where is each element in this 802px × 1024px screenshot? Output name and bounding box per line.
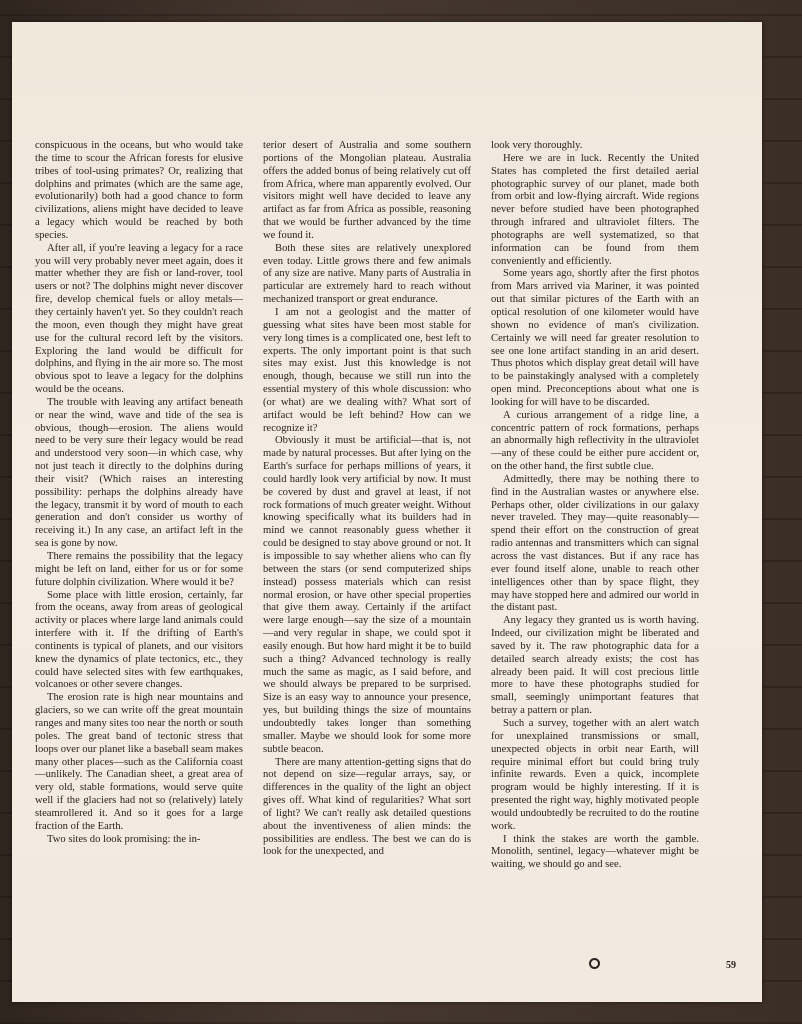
paragraph: conspicuous in the oceans, but who would take the time to scour the African forests for elusive tribes of tool-using primates? Or, realizing that dolphins and primates (which are the same age, evolutionarily) both had a good chance to form civilizations, aliens might have decided to leave a legacy which would be reached by both species. <box>35 140 243 241</box>
paragraph: terior desert of Australia and some southern portions of the Mongolian plateau. Australia offers the added bonus of being relatively cut off from Africa, where man apparently evolved. Our visitors might well have decided to leave any artifact as far from Africa as possible, reasoning that we would be further advanced by the time we found it. <box>263 140 471 241</box>
paragraph: A curious arrangement of a ridge line, a concentric pattern of rock formations, perhaps an abnormally high reflectivity in the ultraviolet—any of these could be either pure accident or, on the other hand, the first subtle clue. <box>491 409 699 473</box>
paragraph: Both these sites are relatively unexplored even today. Little grows there and few animals of any size are native. Many parts of Australia in particular are extremely hard to reach without mechanized transport or great endurance. <box>263 242 471 306</box>
paragraph: The trouble with leaving any artifact beneath or near the wind, wave and tide of the sea is obvious, though—erosion. The aliens would need to be very sure their legacy would be read and understood very soon—in which case, why not just teach it directly to the dolphins during their visit? (Which raises an interesting possibility: perhaps the dolphins already have the legacy, transmit it by word of mouth to each generation and don't consider us worthy of receiving it.) In any case, an artifact left in the sea is gone by now. <box>35 396 243 550</box>
paragraph: Here we are in luck. Recently the United States has completed the first detailed aerial photographic survey of our planet, made both from orbit and low-flying aircraft. Wide regions never before studied have been photographed through infrared and ultraviolet filters. The photographs are well systematized, so that information can be found from them conveniently and efficiently. <box>491 152 699 267</box>
paragraph: look very thoroughly. <box>491 140 583 151</box>
paragraph: Some years ago, shortly after the first photos from Mars arrived via Mariner, it was pointed out that similar pictures of the Earth with an optical resolution of one kilometer would have shown no evidence of man's civilization. Certainly we will need far greater resolution to see one lone artifact standing in an arid desert. Thus photos which display great detail will have to be painstakingly analysed with a completely open mind. Preconceptions about what one is looking for will have to be discarded. <box>491 268 699 408</box>
paragraph: There remains the possibility that the legacy might be left on land, either for us or for some future dolphin civilization. Where would it be? <box>35 551 243 588</box>
circle-end-mark-icon <box>589 958 600 969</box>
magazine-page <box>12 22 762 1002</box>
paragraph: Obviously it must be artificial—that is, not made by natural processes. But after lying on the Earth's surface for perhaps millions of years, it could hardly look very artificial by now. It must be covered by dust and gravel at least, if not rock formations of much greater weight. Without knowing specifically what its builders had in mind we cannot reasonably guess whether it could be designed to stay above ground or not. It is impossible to say whether aliens who can fly between the stars (or send computerized ships instead) possess materials which can resist normal erosion, or have other special properties that give them away. Certainly if the artifact were large enough—say the size of a mountain—and very regular in shape, we could spot it easily enough. But how hard might it be to build such a thing? Advanced technology is really much the same as magic, as I said before, and we should always be prepared to be surprised. Size is an easy way to announce your presence, yes, but building things the size of mountains undoubtedly takes longer than something smaller. Maybe we should look for some more subtle beacon. <box>263 435 471 755</box>
paragraph: Some place with little erosion, certainly, far from the oceans, away from areas of geological activity or places where large land animals could interfere with it. If the drifting of Earth's continents is typical of planets, and our visitors knew the dynamics of plate tectonics, etc., they could have selected sites with few earthquakes, volcanoes or other severe changes. <box>35 589 243 691</box>
paragraph: There are many attention-getting signs that do not depend on size—regular arrays, say, or differences in the quality of the light an object gives off. What kind of regularities? What sort of light? We can't really ask detailed questions about the inventiveness of alien minds: the possibilities are endless. The best we can do is look for the unexpected, and <box>263 756 471 858</box>
text-column-3 <box>491 140 699 872</box>
paragraph: After all, if you're leaving a legacy for a race you will very probably never meet again, does it matter whether they are fish or land-rover, tool users or not? The dolphins might never discover fire, develop chemical fuels or alloy metals—they certainly haven't yet. So they couldn't reach the moon, even though they might have great use for the cultural record left by the visitors. Exploring the land would be difficult for dolphins, and flying in the air more so. The most obvious spot to leave a legacy for the dolphins would be the oceans. <box>35 242 243 396</box>
text-column-1 <box>35 140 243 846</box>
paragraph: Any legacy they granted us is worth having. Indeed, our civilization might be liberated and saved by it. The raw photographic data for a detailed search already exists; the cost has already been paid. It will cost precious little more to have these photographs studied for small, seemingly unimportant features that betray a pattern or plan. <box>491 615 699 717</box>
paragraph: Admittedly, there may be nothing there to find in the Australian wastes or anywhere else. Perhaps other, older civilizations in our galaxy never traveled. They may—quite reasonably—spend their effort on the construction of great radio antennas and transmitters which can signal across the vast distances. But if any race has ever found itself alone, unable to reach other intelligences other than by space flight, they may have stopped here and admired our world in the distant past. <box>491 473 699 614</box>
text-column-2 <box>263 140 471 859</box>
paragraph: The erosion rate is high near mountains and glaciers, so we can write off the great mountain ranges and many sites too near the north or south poles. The great band of tectonic stress that loops over our planet like a baseball seam makes many other places—such as the California coast—unlikely. The Canadian sheet, a great area of very old, stable formations, would serve quite well if the glaciers had not so (relatively) lately steamrollered it. And so it goes for a large fraction of the Earth. <box>35 692 244 832</box>
paragraph: Two sites do look promising: the in- <box>47 833 201 845</box>
paragraph: I am not a geologist and the matter of guessing what sites have been most stable for very long times is a complicated one, best left to experts. The only important point is that such sites may exist. Just this knowledge is not enough, though, because we still run into the essential mystery of this whole discussion: who (or what) are we dealing with? What sort of artifact would be left behind? How can we recognize it? <box>263 306 471 434</box>
paragraph: I think the stakes are worth the gamble. Monolith, sentinel, legacy—whatever might be waiting, we should go and see. <box>491 833 699 871</box>
page-number: 59 <box>726 960 736 971</box>
paragraph: Such a survey, together with an alert watch for unexplained transmissions or small, unexpected objects in orbit near Earth, will require minimal effort but could bring truly infinite rewards. Even a quick, incomplete program would be highly interesting. If it is presented the right way, highly motivated people would undoubtedly be recruited to do the routine work. <box>491 717 699 832</box>
